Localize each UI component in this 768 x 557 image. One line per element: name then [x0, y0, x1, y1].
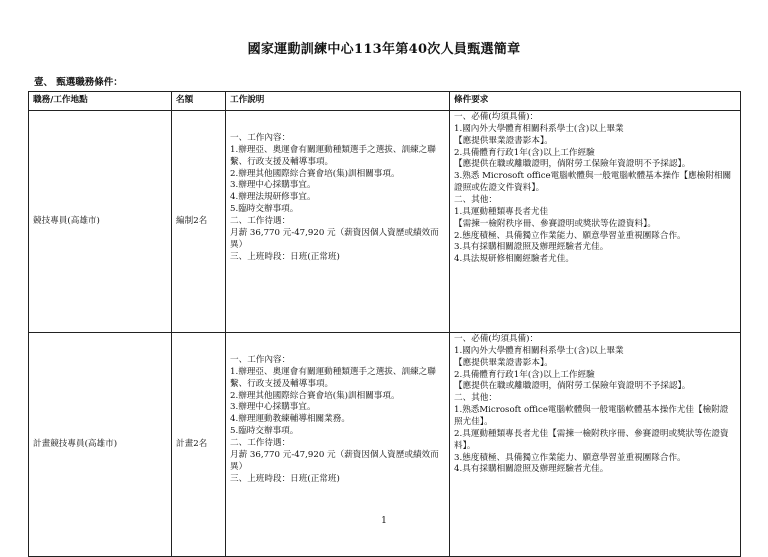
table-header-row — [29, 92, 741, 111]
text-line: 4.具有採購相關證照及辦理經驗者尤佳。 — [454, 464, 609, 475]
text-line: 2.辦理其他國際綜合賽會培(集)訓相關事項。 — [230, 390, 400, 401]
text-line: 月薪 36,770 元-47,920 元（薪資因個人資歷或績效而異） — [230, 449, 439, 472]
text-line: 三、上班時段：日班(正常班) — [230, 251, 340, 262]
text-line: 3.具有採購相關證照及辦理經驗者尤佳。 — [454, 242, 609, 253]
cell-position: 計畫競技專員(高雄市) — [29, 333, 172, 557]
text-line: 1.熟悉Microsoft office電腦軟體與一般電腦軟體基本操作尤佳【檢附證照尤佳】。 — [454, 405, 729, 428]
text-line: 三、上班時段：日班(正常班) — [230, 473, 340, 484]
text-line: 2.具備體育行政1年(含)以上工作經驗 — [454, 369, 595, 380]
cell-description — [226, 111, 450, 333]
text-line: 二、工作待遇： — [230, 216, 291, 227]
cell-requirements — [450, 111, 741, 333]
text-line: 2.辦理其他國際綜合賽會培(集)訓相關事項。 — [230, 168, 400, 179]
table-row — [29, 111, 741, 333]
text-line: 二、其他： — [454, 393, 497, 404]
text-line: 一、必備(均須具備)： — [454, 112, 539, 122]
header-position: 職務/工作地點 — [29, 92, 172, 111]
header-requirements: 條件要求 — [450, 92, 741, 111]
text-line: 一、工作內容： — [230, 133, 291, 143]
text-line: 【應提供畢業證書影本】。 — [454, 135, 553, 146]
text-line: 2.具備體育行政1年(含)以上工作經驗 — [454, 147, 595, 158]
text-line: 2.態度積極、具備獨立作業能力、願意學習並重視團隊合作。 — [454, 230, 686, 241]
text-line: 【需揀一檢附秩序冊、參賽證明或獎狀等佐證資料】。 — [454, 218, 656, 229]
text-line: 5.臨時交辦事項。 — [230, 426, 299, 437]
document-title: 國家運動訓練中心113年第40次人員甄選簡章 — [247, 42, 521, 57]
text-line: 1.辦理亞、奧運會有關運動種類選手之選拔、訓練之聯繫、行政支援及輔導事項。 — [230, 144, 436, 167]
text-line: 【應提供畢業證書影本】。 — [454, 357, 553, 368]
text-line: 月薪 36,770 元-47,920 元（薪資因個人資歷或績效而異） — [230, 227, 439, 250]
cell-quota: 計畫2名 — [172, 333, 226, 557]
text-line: 3.熟悉 Microsoft office電腦軟體與一般電腦軟體基本操作【應檢附相關證照或佐證文件資料】。 — [454, 171, 732, 194]
text-line: 4.具法規研修相關經驗者尤佳。 — [454, 254, 574, 265]
header-description: 工作說明 — [226, 92, 450, 111]
text-line: 1.辦理亞、奧運會有關運動種類選手之選拔、訓練之聯繫、行政支援及輔導事項。 — [230, 366, 436, 389]
text-line: 1.國內外大學體育相關科系學士(含)以上畢業 — [454, 123, 624, 134]
cell-quota: 編制2名 — [172, 111, 226, 333]
text-line: 1.國內外大學體育相關科系學士(含)以上畢業 — [454, 345, 624, 356]
text-line: 5.臨時交辦事項。 — [230, 204, 299, 215]
text-line: 【應提供在職或離職證明，倘附勞工保險年資證明不予採認】。 — [454, 159, 691, 170]
text-line: 3.辦理中心採購事宜。 — [230, 402, 316, 413]
text-line: 1.具運動種類專長者尤佳 — [454, 206, 549, 217]
header-quota: 名額 — [172, 92, 226, 111]
text-line: 二、其他： — [454, 195, 497, 206]
cell-position: 競技專員(高雄市) — [29, 111, 172, 333]
text-line: 3.態度積極、具備獨立作業能力、願意學習並重視團隊合作。 — [454, 452, 686, 463]
text-line: 2.具運動種類專長者尤佳【需揀一檢附秩序冊、參賽證明或獎狀等佐證資料】。 — [454, 428, 729, 451]
text-line: 一、工作內容： — [230, 355, 291, 365]
page-number: 1 — [381, 516, 387, 526]
section-heading: 壹、 甄選職務條件： — [34, 77, 123, 88]
text-line: 二、工作待遇： — [230, 438, 291, 449]
text-line: 3.辦理中心採購事宜。 — [230, 180, 316, 191]
positions-table — [28, 91, 741, 557]
text-line: 4.辦理運動教練輔導相關業務。 — [230, 414, 350, 425]
text-line: 一、必備(均須具備)： — [454, 334, 539, 344]
text-line: 【應提供在職或離職證明，倘附勞工保險年資證明不予採認】。 — [454, 381, 691, 392]
text-line: 4.辦理法規研修事宜。 — [230, 192, 316, 203]
